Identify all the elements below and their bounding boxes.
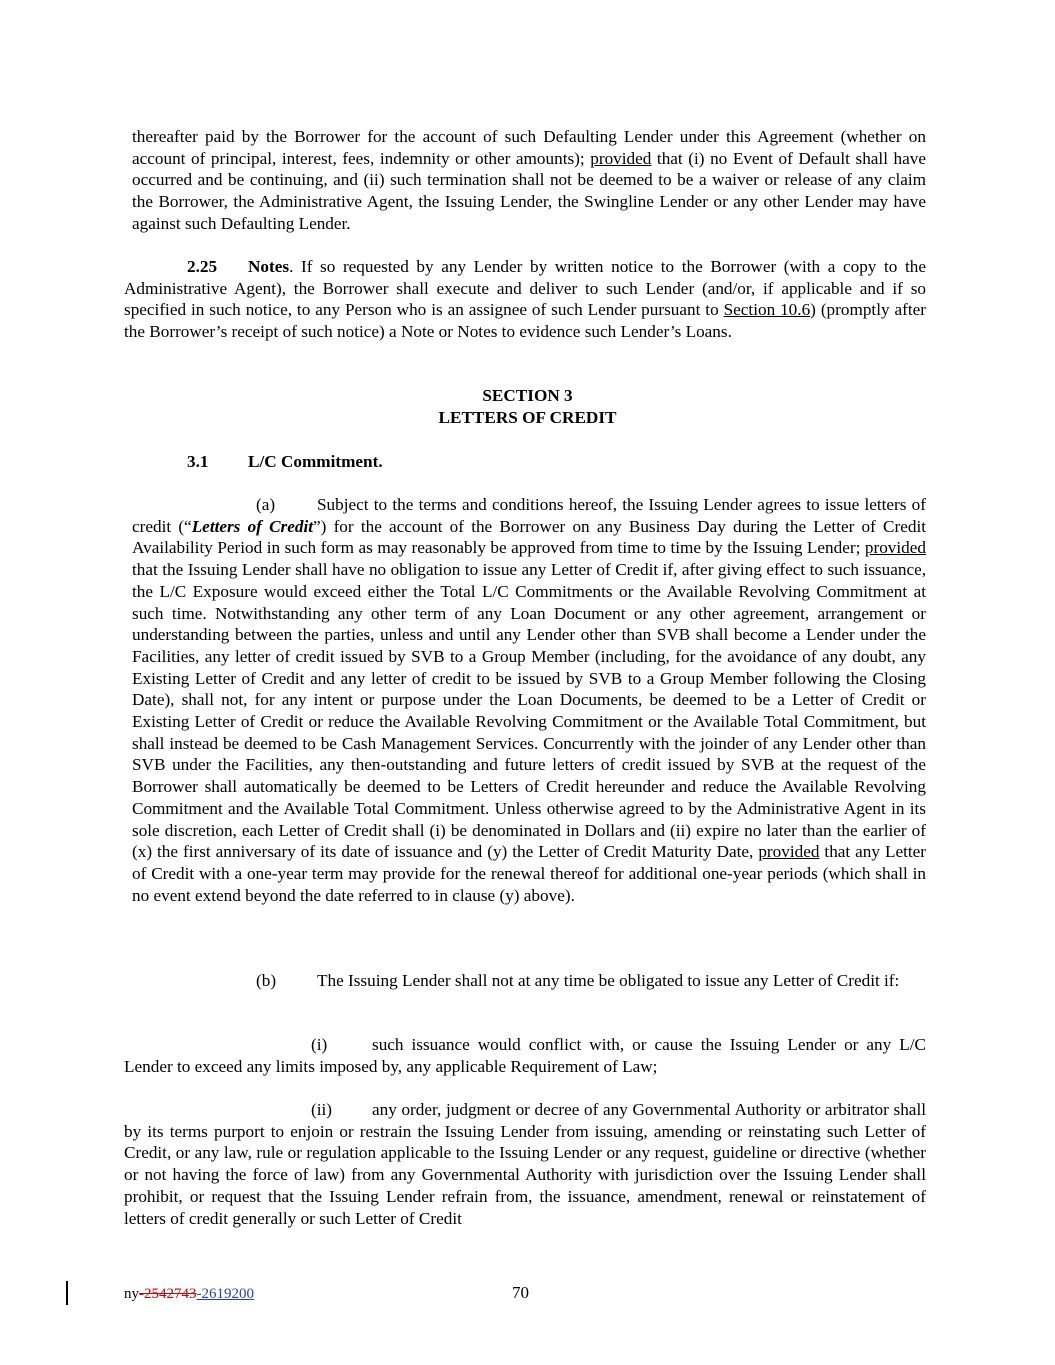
clause-b [132, 970, 926, 992]
provided-term: provided [758, 842, 820, 862]
section-2-25 [124, 256, 926, 343]
clause-text: ”) for the account of the Borrower on any Business Day during the Letter of Credit Availability Period in such form as may reasonably be approved from time to time by the Issuing Lender; [132, 516, 927, 558]
paragraph-text: ) (promptly after the Borrower’s receipt of such notice) a Note or Notes to evidence such Lender’s Loans. [124, 300, 926, 342]
provided-term: provided [590, 148, 652, 168]
deleted-id: -2542743 [139, 1286, 197, 1302]
clause-text: any order, judgment or decree of any Governmental Authority or arbitrator shall by its terms purport to enjoin or restrain the Issuing Lender from issuing, amending or reinstating such Letter of Credit, or any law, rule or regulation applicable to the Issuing Lender or any request, guideline or directive (whether or not having the force of law) from any Governmental Authority with jurisdiction over the Issuing Lender shall prohibit, or request that the Issuing Lender refrain from, the issuance, amendment, renewal or reinstatement of letters of credit generally or such Letter of Credit [124, 1100, 926, 1228]
clause-a [132, 494, 926, 906]
section-number: 2.25 [187, 257, 218, 276]
clause-b-i [124, 1034, 926, 1077]
change-bar [66, 1281, 68, 1305]
subsection-number: 3.1 [187, 452, 209, 471]
continuation-paragraph [132, 126, 926, 235]
subsection-title: L/C Commitment. [248, 452, 383, 471]
clause-text: that the Issuing Lender shall have no obligation to issue any Letter of Credit if, after giving effect to such issuance, the L/C Exposure would exceed either the Total L/C Commitments or the Available Revolving Commitment at such time. Notwithstanding any other term of any Loan Document or any other agreement, arrangement or understanding between the parties, unless and until any Lender other than SVB shall become a Lender under the Facilities, any letter of credit issued by SVB to a Group Member (including, for the avoidance of any doubt, any Existing Letter of Credit and any letter of credit to be issued by SVB to a Group Member following the Closing Date), shall not, for any intent or purpose under the Loan Documents, be deemed to be a Letter of Credit or Existing Letter of Credit or reduce the Available Revolving Commitment or the Available Total Commitment, but shall instead be deemed to be Cash Management Services. Concurrently with the joinder of any Lender other than SVB under the Facilities, any then-outstanding and future letters of credit issued by SVB at the request of the Borrower shall automatically be deemed to be Letters of Credit hereunder and reduce the Available Revolving Commitment and the Available Total Commitment. Unless otherwise agreed to by the Administrative Agent in its sole discretion, each Letter of Credit shall (i) be denominated in Dollars and (ii) expire no later than the earlier of (x) the first anniversary of its date of issuance and (y) the Letter of Credit Maturity Date, [132, 560, 926, 862]
page-number: 70 [512, 1283, 529, 1302]
clause-text: that any Letter of Credit with a one-year term may provide for the renewal thereof for additional one-year periods (which shall in no event extend beyond the date referred to in clause (y) above). [132, 842, 926, 905]
clause-text: such issuance would conflict with, or cause the Issuing Lender or any L/C Lender to exceed any limits imposed by, any applicable Requirement of Law; [124, 1035, 926, 1076]
clause-b-ii [124, 1099, 926, 1229]
clause-label: (i) [311, 1035, 328, 1054]
paragraph-text: thereafter paid by the Borrower for the account of such Defaulting Lender under this Agreement (whether on account of principal, interest, fees, indemnity or other amounts); [132, 127, 926, 168]
clause-label: (b) [256, 971, 277, 990]
paragraph-text: that (i) no Event of Default shall have occurred and be continuing, and (ii) such termination shall not be deemed to be a waiver or release of any claim the Borrower, the Administrative Agent, the Issuing Lender, the Swingline Lender or any other Lender may have against such Defaulting Lender. [132, 148, 926, 233]
clause-label: (a) [256, 495, 276, 514]
section-heading-title: LETTERS OF CREDIT [438, 408, 617, 427]
paragraph-text: . If so requested by any Lender by written notice to the Borrower (with a copy to the Administrative Agent), the Borrower shall execute and deliver to such Lender (and/or, if applicable and if so specified in such notice, to any Person who is an assignee of such Lender pursuant to [124, 257, 926, 320]
section-title: Notes [248, 257, 290, 276]
section-heading-number: SECTION 3 [482, 386, 573, 405]
defined-term: Letters of Credit [191, 516, 314, 536]
clause-text: The Issuing Lender shall not at any time be obligated to issue any Letter of Credit if: [317, 971, 900, 990]
cross-reference-link[interactable]: Section 10.6 [723, 300, 811, 320]
inserted-id: -2619200 [196, 1286, 254, 1302]
provided-term: provided [864, 538, 926, 558]
document-id-prefix: ny [124, 1286, 139, 1302]
subsection-3-1-heading [187, 451, 383, 473]
clause-label: (ii) [311, 1100, 332, 1119]
document-id [124, 1286, 254, 1303]
clause-text: Subject to the terms and conditions hereof, the Issuing Lender agrees to issue letters of credit (“ [132, 495, 926, 536]
